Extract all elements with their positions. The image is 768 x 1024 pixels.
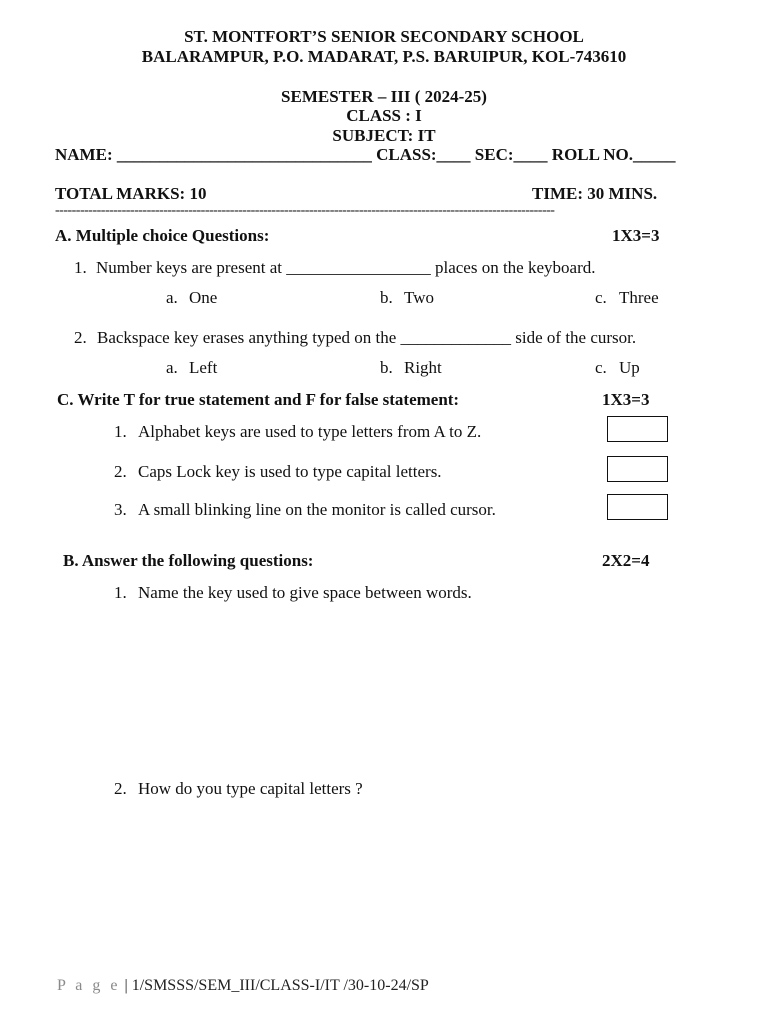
- statement-number: 1.: [114, 422, 127, 441]
- page-footer: [57, 977, 429, 995]
- subject-line: SUBJECT: IT: [332, 126, 436, 145]
- statement-number: 2.: [114, 462, 127, 481]
- statement-text: A small blinking line on the monitor is called cursor.: [138, 500, 496, 519]
- option-label: c.: [595, 288, 607, 307]
- question-number: 1.: [114, 583, 127, 602]
- section-a-marks: 1X3=3: [612, 226, 660, 245]
- school-address: BALARAMPUR, P.O. MADARAT, P.S. BARUIPUR, KOL-743610: [141, 47, 627, 66]
- statement-number: 3.: [114, 500, 127, 519]
- option-label: c.: [595, 358, 607, 377]
- section-b-title: B. Answer the following questions:: [63, 551, 314, 570]
- total-marks: TOTAL MARKS: 10: [55, 184, 207, 203]
- divider-line: ------------------------------------------------------------------------------------------------------------------------: [55, 203, 555, 218]
- page-word: P a g e: [57, 977, 121, 994]
- question-text: Name the key used to give space between words.: [138, 583, 472, 602]
- section-b-marks: 2X2=4: [602, 551, 650, 570]
- section-c-marks: 1X3=3: [602, 390, 650, 409]
- question-text: Backspace key erases anything typed on the _____________ side of the cursor.: [97, 328, 637, 347]
- class-line: CLASS : I: [346, 106, 422, 125]
- option-text: Right: [404, 358, 442, 377]
- option-label: a.: [166, 288, 178, 307]
- option-text: Left: [189, 358, 218, 377]
- section-a-title: A. Multiple choice Questions:: [55, 226, 270, 245]
- section-c-title: C. Write T for true statement and F for false statement:: [57, 390, 460, 409]
- answer-box[interactable]: [607, 416, 668, 442]
- school-name: ST. MONTFORT’S SENIOR SECONDARY SCHOOL: [184, 27, 584, 46]
- option-label: b.: [380, 358, 393, 377]
- statement-text: Caps Lock key is used to type capital letters.: [138, 462, 442, 481]
- question-text: Number keys are present at _________________ places on the keyboard.: [96, 258, 596, 277]
- question-text: How do you type capital letters ?: [138, 779, 363, 798]
- question-number: 2.: [114, 779, 127, 798]
- question-number: 2.: [74, 328, 87, 347]
- question-number: 1.: [74, 258, 87, 277]
- option-text: Two: [404, 288, 434, 307]
- answer-box[interactable]: [607, 494, 668, 520]
- time-allowed: TIME: 30 MINS.: [532, 184, 658, 203]
- option-label: b.: [380, 288, 393, 307]
- footer-separator: |: [124, 977, 128, 994]
- student-info-line: NAME: ______________________________ CLASS:____ SEC:____ ROLL NO._____: [55, 145, 676, 164]
- option-label: a.: [166, 358, 178, 377]
- option-text: Up: [619, 358, 640, 377]
- answer-box[interactable]: [607, 456, 668, 482]
- option-text: One: [189, 288, 218, 307]
- document-code: 1/SMSSS/SEM_III/CLASS-I/IT /30-10-24/SP: [131, 977, 429, 994]
- statement-text: Alphabet keys are used to type letters from A to Z.: [138, 422, 482, 441]
- option-text: Three: [619, 288, 659, 307]
- semester-line: SEMESTER – III ( 2024-25): [281, 87, 487, 106]
